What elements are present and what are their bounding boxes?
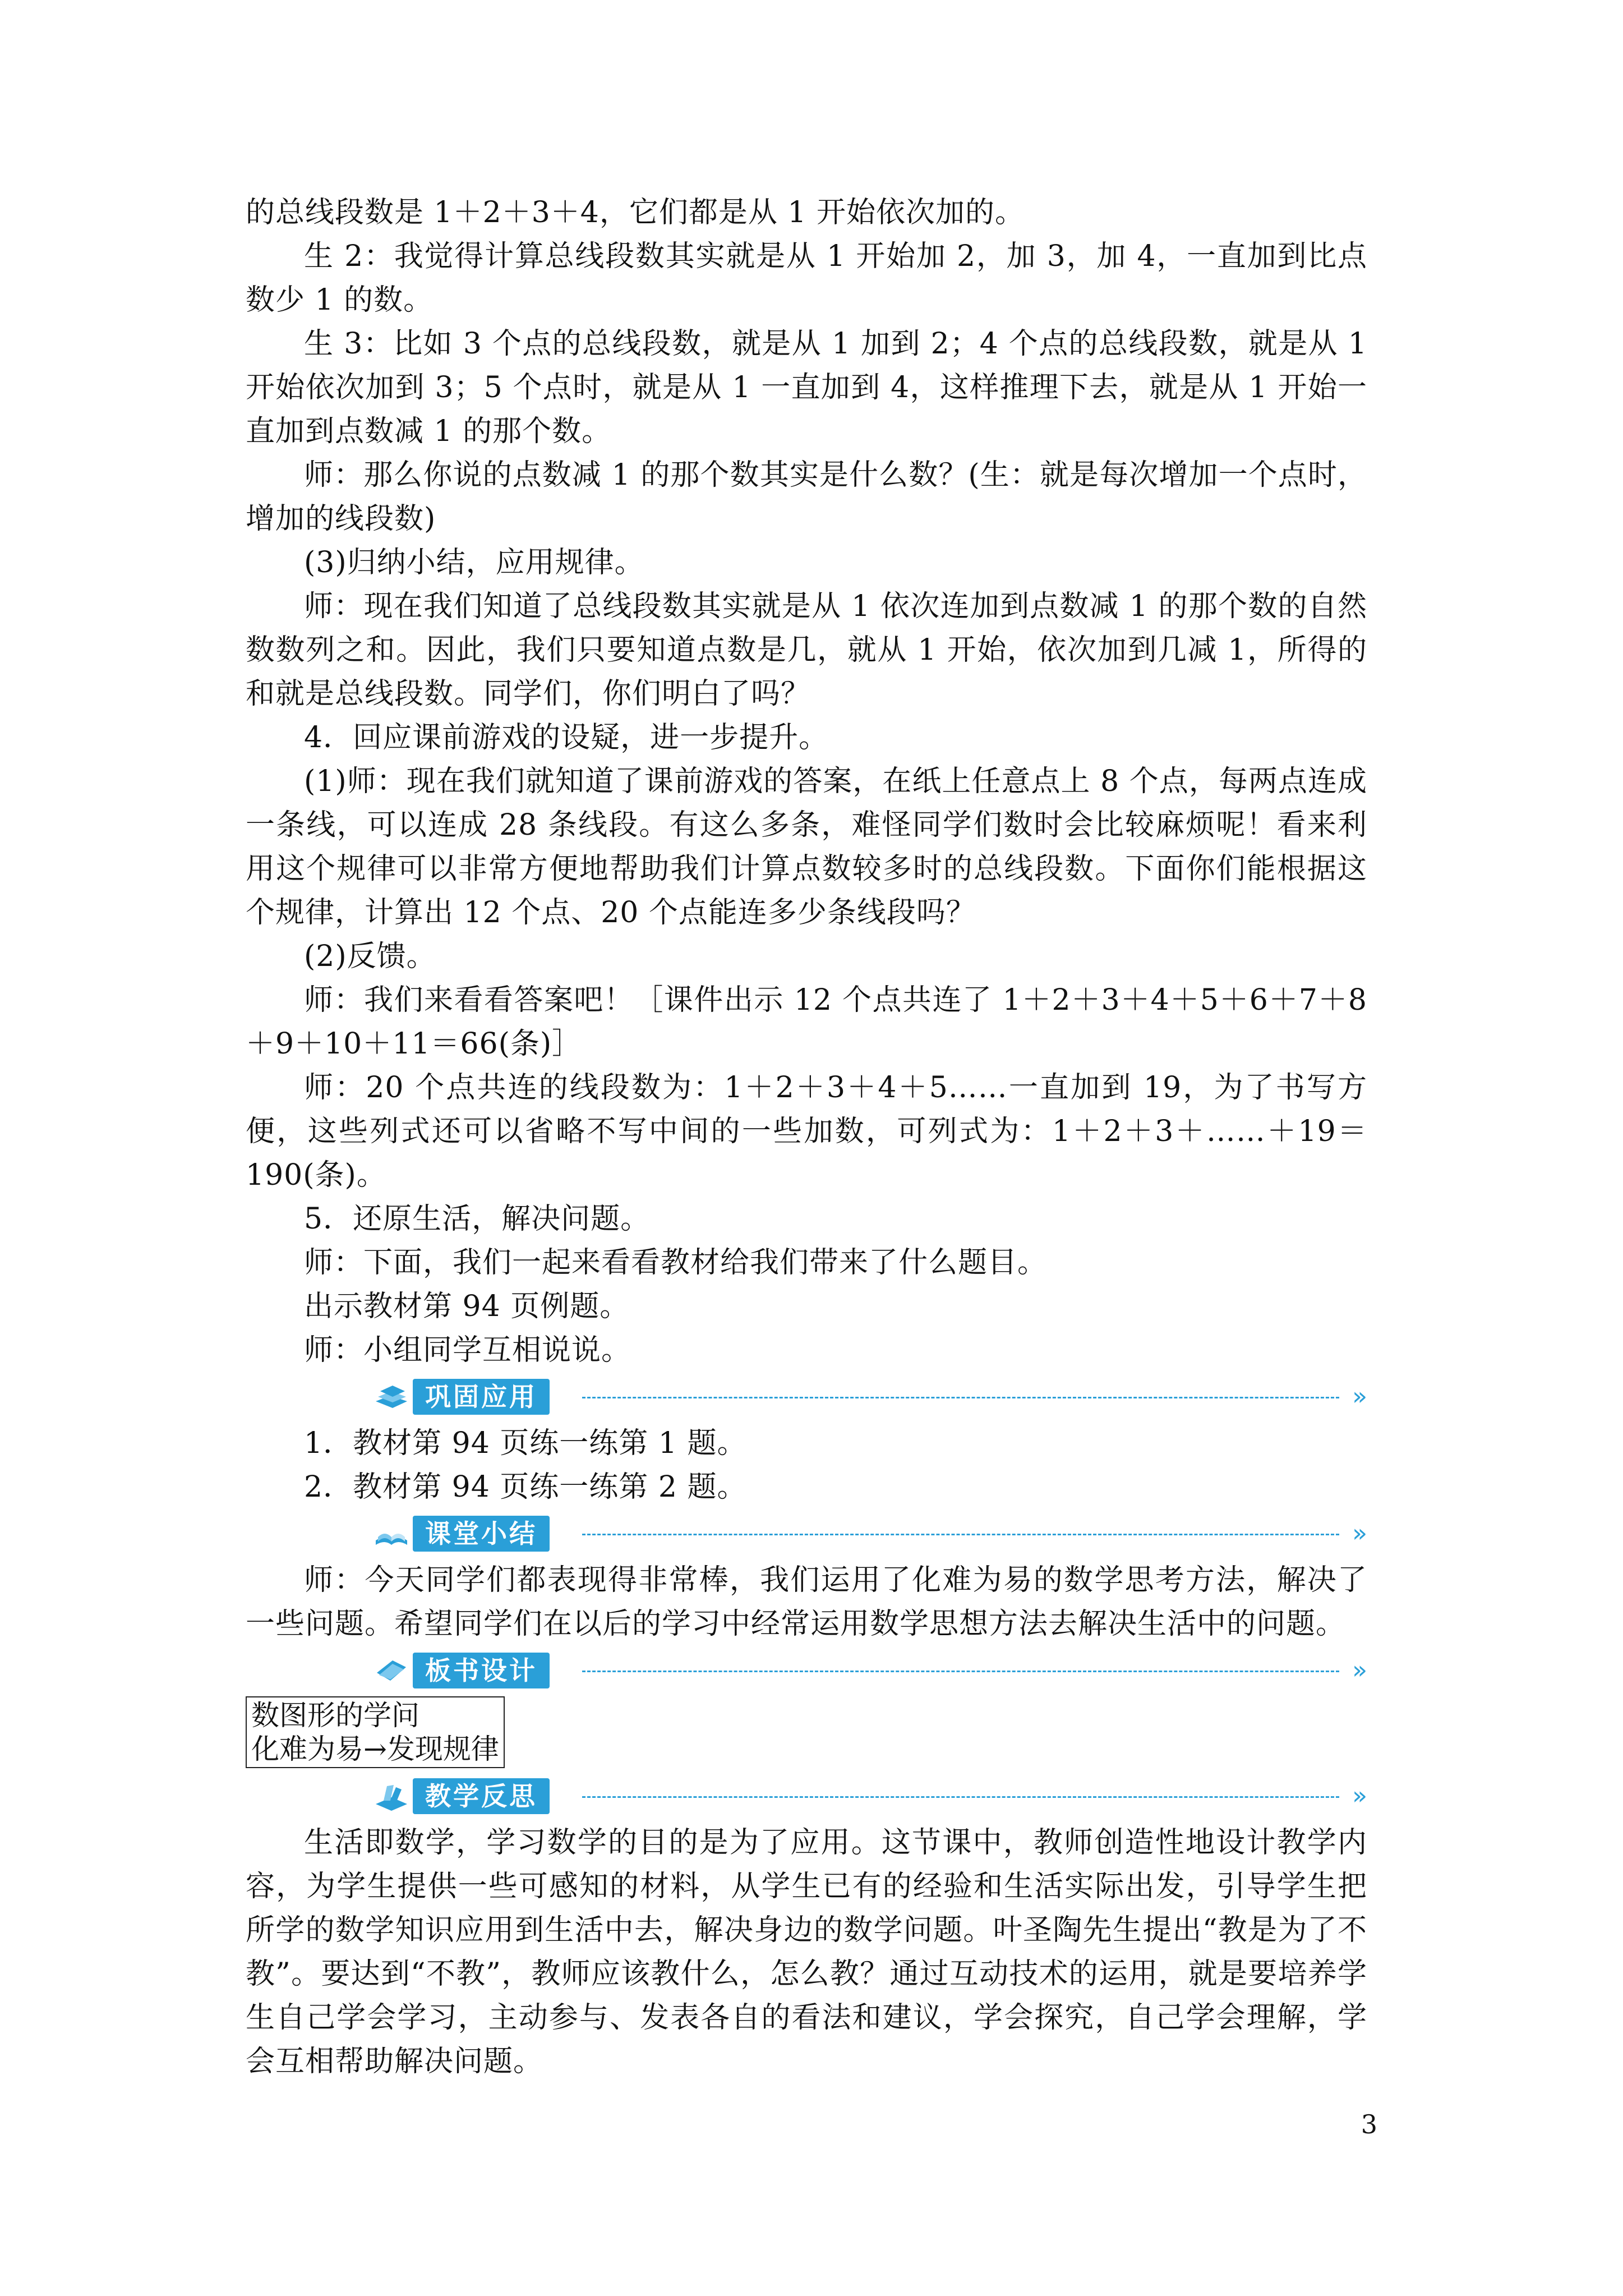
dashed-divider xyxy=(582,1534,1339,1535)
double-arrow-icon: » xyxy=(1352,1782,1367,1810)
book-stack-icon xyxy=(374,1778,409,1814)
reflection-paragraph: 生活即数学，学习数学的目的是为了应用。这节课中，教师创造性地设计教学内容，为学生提供一些可感知的材料，从学生已有的经验和生活实际出发，引导学生把所学的数学知识应用到生活中去，解决身边的数学问题。叶圣陶先生提出“教是为了不教”。要达到“不教”，教师应该教什么，怎么教？通过互动技术的运用，就是要培养学生自己学会学习，主动参与、发表各自的看法和建议，学会探究，自己学会理解，学会互相帮助解决问题。 xyxy=(246,1826,1367,2078)
section-title: 课堂小结 xyxy=(413,1516,550,1552)
paragraph: 师：我们来看看答案吧！［课件出示 12 个点共连了 1＋2＋3＋4＋5＋6＋7＋8＋9＋10＋11＝66(条)］ xyxy=(246,983,1367,1061)
double-arrow-icon: » xyxy=(1352,1519,1367,1548)
paragraph: 5．还原生活，解决问题。 xyxy=(304,1202,651,1236)
section-header-consolidate xyxy=(246,1375,1367,1419)
paragraph: 师：20 个点共连的线段数为：1＋2＋3＋4＋5……一直加到 19，为了书写方便，这些列式还可以省略不写中间的一些加数，可列式为：1＋2＋3＋……＋19＝190(条)。 xyxy=(246,1071,1367,1192)
paragraph: (2)反馈。 xyxy=(304,940,436,973)
paragraph: 的总线段数是 1＋2＋3＋4，它们都是从 1 开始依次加的。 xyxy=(246,196,1025,229)
paragraph: 师：现在我们知道了总线段数其实就是从 1 依次连加到点数减 1 的那个数的自然数数列之和。因此，我们只要知道点数是几，就从 1 开始，依次加到几减 1，所得的和就是总线段数。同学们，你们明白了吗？ xyxy=(246,590,1367,711)
books-icon xyxy=(374,1379,409,1415)
paragraph: (1)师：现在我们就知道了课前游戏的答案，在纸上任意点上 8 个点，每两点连成一条线，可以连成 28 条线段。有这么多条，难怪同学们数时会比较麻烦呢！看来利用这个规律可以非常方便地帮助我们计算点数较多时的总线段数。下面你们能根据这个规律，计算出 12 个点、20 个点能连多少条线段吗？ xyxy=(246,765,1367,930)
summary-paragraph: 师：今天同学们都表现得非常棒，我们运用了化难为易的数学思考方法，解决了一些问题。希望同学们在以后的学习中经常运用数学思想方法去解决生活中的问题。 xyxy=(246,1563,1367,1641)
board-line: 化难为易→发现规律 xyxy=(251,1733,499,1765)
paragraph: 师：下面，我们一起来看看教材给我们带来了什么题目。 xyxy=(304,1246,1048,1280)
paragraph: 4．回应课前游戏的设疑，进一步提升。 xyxy=(304,721,829,754)
section-title: 教学反思 xyxy=(413,1778,550,1814)
double-arrow-icon: » xyxy=(1352,1382,1367,1411)
paragraph: 出示教材第 94 页例题。 xyxy=(304,1290,630,1323)
notebook-icon xyxy=(374,1653,409,1688)
dashed-divider xyxy=(582,1397,1339,1398)
open-book-icon xyxy=(374,1516,409,1552)
paragraph: 师：小组同学互相说说。 xyxy=(304,1333,631,1367)
section-header-summary xyxy=(246,1512,1367,1556)
page-number: 3 xyxy=(1361,2109,1377,2139)
section-title: 巩固应用 xyxy=(413,1379,550,1415)
list-item: 1．教材第 94 页练一练第 1 题。 xyxy=(304,1427,747,1460)
page-content xyxy=(246,191,1367,2083)
dashed-divider xyxy=(582,1796,1339,1798)
paragraph: (3)归纳小结，应用规律。 xyxy=(304,546,644,579)
section-header-reflection xyxy=(246,1775,1367,1819)
section-header-board xyxy=(246,1649,1367,1693)
dashed-divider xyxy=(582,1671,1339,1672)
section-title: 板书设计 xyxy=(413,1653,550,1688)
paragraph: 师：那么你说的点数减 1 的那个数其实是什么数？(生：就是每次增加一个点时，增加的线段数) xyxy=(246,458,1367,536)
board-line: 数图形的学问 xyxy=(251,1699,419,1732)
double-arrow-icon: » xyxy=(1352,1656,1367,1685)
paragraph: 生 3：比如 3 个点的总线段数，就是从 1 加到 2；4 个点的总线段数，就是从 1 开始依次加到 3；5 个点时，就是从 1 一直加到 4，这样推理下去，就是从 1 开始一直加到点数减 1 的那个数。 xyxy=(246,327,1367,448)
paragraph: 生 2：我觉得计算总线段数其实就是从 1 开始加 2，加 3，加 4，一直加到比点数少 1 的数。 xyxy=(246,240,1367,317)
board-design-box xyxy=(246,1696,505,1768)
list-item: 2．教材第 94 页练一练第 2 题。 xyxy=(304,1470,747,1504)
